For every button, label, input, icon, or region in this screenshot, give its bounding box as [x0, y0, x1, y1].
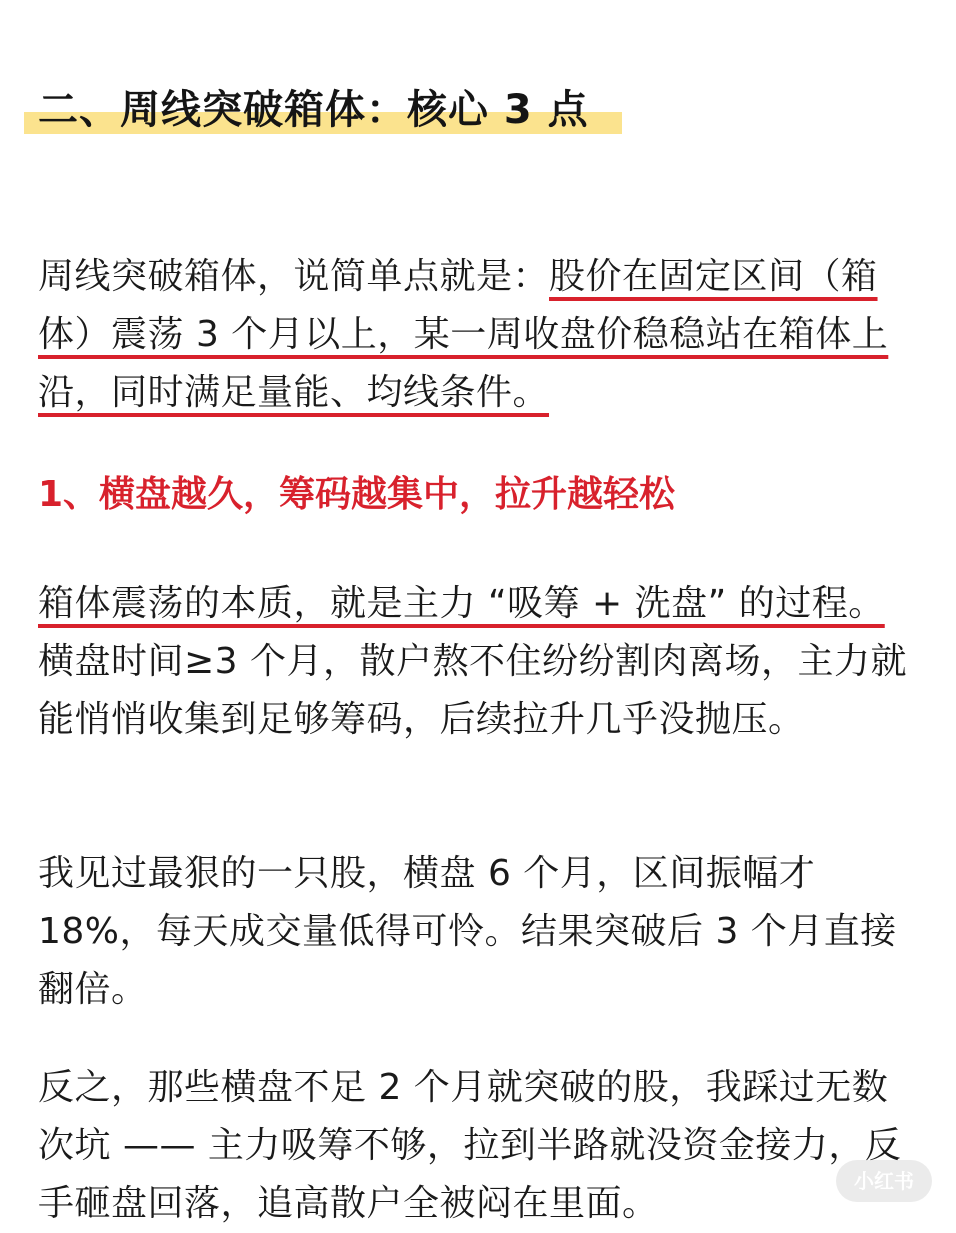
definition-lead: 周线突破箱体，说简单点就是： — [38, 256, 550, 297]
essence-underlined: 箱体震荡的本质，就是主力 “吸筹 + 洗盘” 的过程。 — [38, 583, 885, 624]
section-title: 二、周线突破箱体：核心 3 点 — [38, 87, 589, 133]
point-1-heading: 1、横盘越久，筹码越集中，拉升越轻松 — [38, 474, 676, 515]
paragraph-essence — [38, 575, 908, 749]
paragraph-counter-example: 反之，那些横盘不足 2 个月就突破的股，我踩过无数次坑 —— 主力吸筹不够，拉到半路就没资金接力，反手砸盘回落，追高散户全被闷在里面。 — [38, 1067, 902, 1224]
essence-rest: 横盘时间≥3 个月，散户熬不住纷纷割肉离场，主力就能悄悄收集到足够筹码，后续拉升几乎没抛压。 — [38, 641, 908, 740]
paragraph-definition — [38, 248, 908, 422]
paragraph-example: 我见过最狠的一只股，横盘 6 个月，区间振幅才 18%，每天成交量低得可怜。结果突破后 3 个月直接翻倍。 — [38, 853, 897, 1010]
xiaohongshu-watermark: 小红书 — [836, 1160, 932, 1202]
definition-underlined: 股价在固定区间（箱体）震荡 3 个月以上，某一周收盘价稳稳站在箱体上沿，同时满足量能、均线条件。 — [38, 256, 889, 413]
